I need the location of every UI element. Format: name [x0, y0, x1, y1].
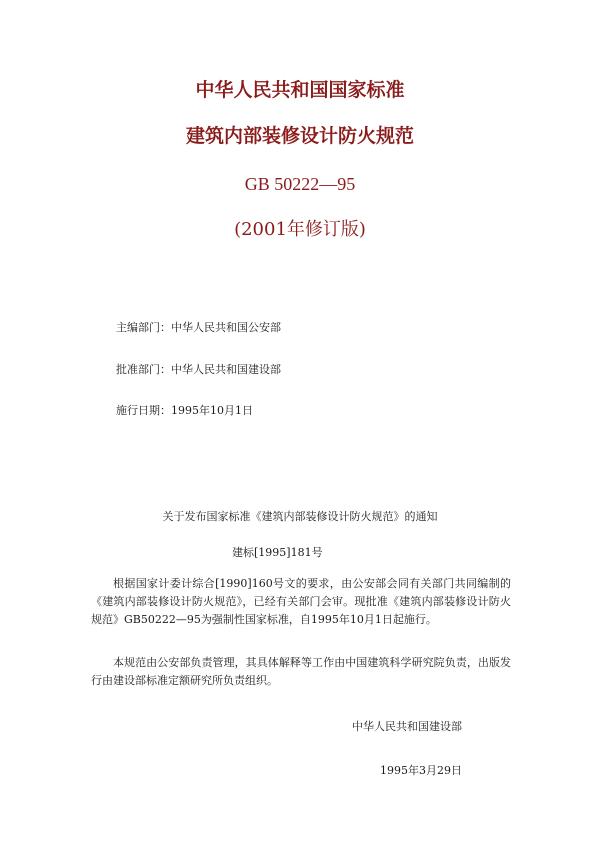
notice-date: 1995年3月29日: [380, 764, 462, 777]
notice-signatory: 中华人民共和国建设部: [352, 720, 462, 733]
edition-label: (2001年修订版): [234, 219, 366, 240]
notice-paragraph-1: 根据国家计委计综合[1990]160号文的要求，由公安部会同有关部门共同编制的《建筑内部装修设计防火规范》，已经有关部门会审。现批准《建筑内部装修设计防火规范》GB50222—95为强制性国家标准，自1995年10月1日起施行。: [91, 577, 511, 626]
effective-date: 施行日期：1995年10月1日: [116, 404, 253, 417]
notice-paragraph-2: 本规范由公安部负责管理，其具体解释等工作由中国建筑科学研究院负责，出版发行由建设部标准定额研究所负责组织。: [91, 656, 511, 687]
notice-document-number: 建标[1995]181号: [232, 546, 323, 559]
standard-name-title: 建筑内部装修设计防火规范: [185, 125, 414, 147]
editor-department: 主编部门：中华人民共和国公安部: [116, 321, 281, 334]
approving-department: 批准部门：中华人民共和国建设部: [116, 363, 281, 376]
standard-code: GB 50222—95: [244, 174, 356, 194]
notice-title: 关于发布国家标准《建筑内部装修设计防火规范》的通知: [162, 510, 438, 523]
standard-category-title: 中华人民共和国国家标准: [195, 79, 405, 101]
